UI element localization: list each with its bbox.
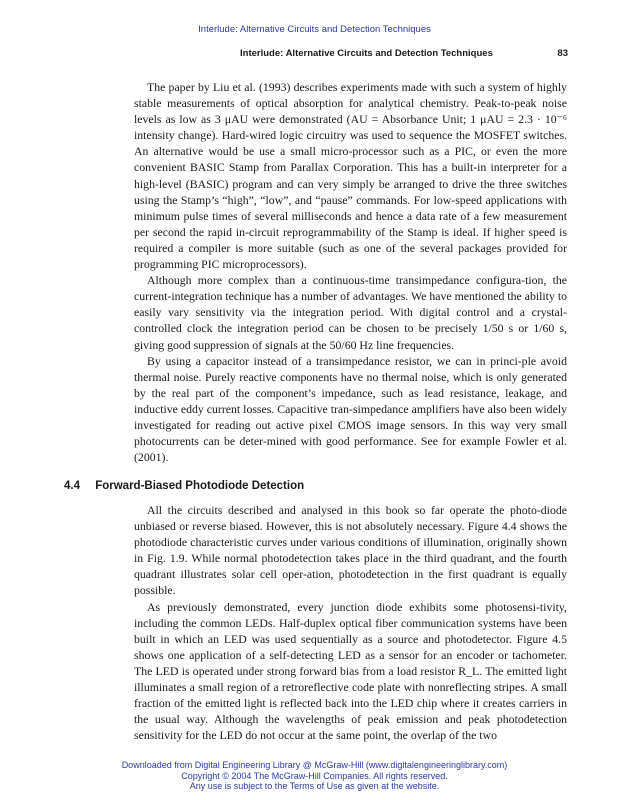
section-heading <box>64 480 304 492</box>
running-head <box>240 48 568 59</box>
paragraph: By using a capacitor instead of a transimpedance resistor, we can in princi-ple avoid thermal noise. Purely reactive components have no thermal noise, which is only generated by the real part of the component’s impedance, such as lead resistance, leakage, and inductive eddy current losses. Capacitive tran-simpedance amplifiers have also been widely investigated for reading out active pixel CMOS image sensors. In this way very small photocurrents can be deter-mined with good performance. See for example Fowler et al. (2001). <box>134 353 567 465</box>
page-number: 83 <box>557 48 568 59</box>
body-text-block-1 <box>134 79 567 465</box>
paragraph: Although more complex than a continuous-time transimpedance configura-tion, the current-integration technique has a number of advantages. We have mentioned the ability to easily vary sensitivity via the integration period. With digital control and a crystal-controlled clock the integration period can be chosen to be precisely 1/50 s or 1/60 s, giving good suppression of signals at the 50/60 Hz line frequencies. <box>134 273 567 352</box>
body-text-block-2 <box>134 502 567 743</box>
footer-terms[interactable]: Any use is subject to the Terms of Use as given at the website. <box>189 781 440 791</box>
section-number: 4.4 <box>64 480 80 492</box>
top-title-link[interactable]: Interlude: Alternative Circuits and Detection Techniques <box>198 24 431 35</box>
footer-copyright: Copyright © 2004 The McGraw-Hill Companies. All rights reserved. <box>181 770 448 781</box>
section-title: Forward-Biased Photodiode Detection <box>95 480 305 492</box>
paragraph: As previously demonstrated, every junction diode exhibits some photosensi-tivity, including the common LEDs. Half-duplex optical fiber communication systems have been built in which an LED was used sequentially as a source and photodetector. Figure 4.5 shows one application of a self-detecting LED as a sensor for an encoder or tachometer. The LED is operated under strong forward bias from a load resistor R_L. The emitted light illuminates a small region of a retroreflective code plate with nonreflecting stripes. A small fraction of the emitted light is reflected back into the LED chip where it creates carriers in the usual way. Although the wavelengths of peak emission and peak photodetection sensitivity for the LED do not occur at the same point, the overlap of the two <box>134 599 567 743</box>
paragraph: All the circuits described and analysed in this book so far operate the photo-diode unbiased or reverse biased. However, this is not absolutely necessary. Figure 4.4 shows the photodiode characteristic curves under various conditions of illumination, originally shown in Fig. 1.9. While normal photodetection takes place in the third quadrant, and the fourth quadrant illustrates solar cell oper-ation, photodetection in the first quadrant is equally possible. <box>134 503 567 598</box>
footer <box>0 760 629 792</box>
footer-download-link[interactable]: Downloaded from Digital Engineering Library @ McGraw-Hill (www.digitalengineeringlibrary.com) <box>121 760 508 770</box>
paragraph: The paper by Liu et al. (1993) describes experiments made with such a system of highly stable measurements of optical absorption for analytical chemistry. Peak-to-peak noise levels as low as 3 μAU were demonstrated (AU = Absorbance Unit; 1 μAU = 2.3 · 10⁻⁶ intensity change). Hard-wired logic circuitry was used to sequence the MOSFET switches. An alternative would be use a small micro-processor such as a PIC, or even the more convenient BASIC Stamp from Parallax Corporation. This has a built-in interpreter for a high-level (BASIC) program and can very simply be arranged to drive the three switches using the Stamp’s “high”, “low”, and “pause” commands. For low-speed applications with minimum pulse times of several milliseconds and hence a data rate of a few measurement per second the rapid in-circuit reprogrammability of the Stamp is ideal. If higher speed is required a compiler is more suitable (such as one of the several packages provided for programming PIC microprocessors). <box>134 80 567 272</box>
running-head-title: Interlude: Alternative Circuits and Detection Techniques <box>240 48 493 59</box>
